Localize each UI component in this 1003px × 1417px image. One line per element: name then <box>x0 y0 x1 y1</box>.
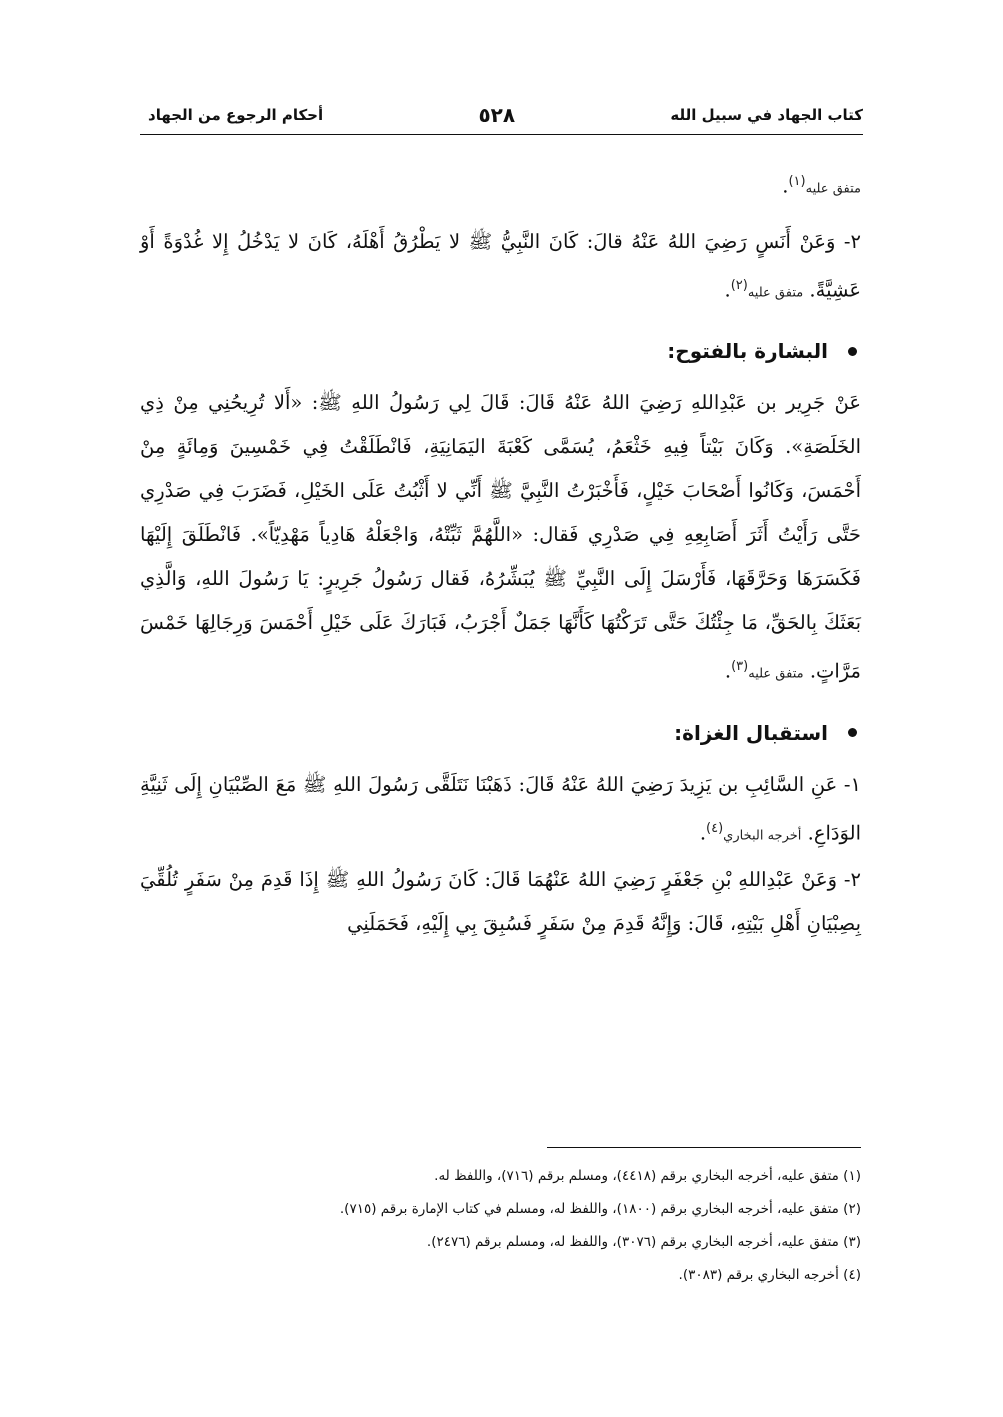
header-divider <box>140 134 863 135</box>
bullet-dot-icon <box>848 728 857 737</box>
top-citation: متفق عليه <box>805 181 861 197</box>
section-heading-reception-text: استقبال الغزاة: <box>674 720 828 745</box>
footnote-ref-4: (٤) <box>706 820 724 836</box>
hadith-jarir-text: عَنْ جَرِير بن عَبْدِاللهِ رَضِيَ اللهُ عَنْهُ قَالَ: قَالَ لِي رَسُولُ اللهِ ﷺ: «أَلا تُرِيحُنِي مِنْ ذِي الخَلَصَةِ». وَكَانَ بَيْتاً فِيهِ خَثْعَمُ، يُسَمَّى كَعْبَةَ اليَمَانِيَةِ، فَانْطَلَقْتُ فِي خَمْسِينَ وَمِائَةٍ مِنْ أَحْمَسَ، وَكَانُوا أَصْحَابَ خَيْلٍ، فَأَخْبَرْتُ النَّبِيَّ ﷺ أَنِّي لا أَثْبُتُ عَلَى الخَيْلِ، فَضَرَبَ فِي صَدْرِي حَتَّى رَأَيْتُ أَثَرَ أَصَابِعِهِ فِي صَدْرِي فَقال: «اللَّهُمَّ ثَبِّتْهُ، وَاجْعَلْهُ هَادِياً مَهْدِيّاً». فَانْطَلَقَ إِلَيْهَا فَكَسَرَهَا وَحَرَّقَهَا، فَأَرْسَلَ إِلَى النَّبِيِّ ﷺ يُبَشِّرُهُ، فَقال رَسُولُ جَرِيرٍ: يَا رَسُولَ اللهِ، وَالَّذِي بَعَثَكَ بِالحَقِّ، مَا جِئْتُكَ حَتَّى تَرَكْتُهَا كَأَنَّهَا جَمَلٌ أَجْرَبُ، فَبَارَكَ عَلَى خَيْلِ أَحْمَسَ وَرِجَالِهَا خَمْسَ مَرَّاتٍ. <box>140 391 861 683</box>
footnote-item: (٤) أخرجه البخاري برقم (٣٠٨٣). <box>678 1267 861 1283</box>
running-header <box>148 100 863 130</box>
chapter-title: أحكام الرجوع من الجهاد <box>148 106 324 124</box>
hadith-saib-text: ١- عَنِ السَّائِبِ بن يَزِيدَ رَضِيَ اللهُ عَنْهُ قَالَ: ذَهَبْنَا نَتَلَقَّى رَسُولَ اللهِ ﷺ مَعَ الصِّبْيَانِ إِلَى ثَنِيَّةِ الوَدَاعِ. <box>140 772 861 844</box>
hadith-saib-citation: أخرجه البخاري <box>723 828 802 843</box>
bullet-dot-icon <box>848 347 857 356</box>
top-citation-line: متفق عليه$^{(١)}$. <box>782 174 861 198</box>
hadith-jarir-citation: متفق عليه <box>748 666 804 682</box>
page-number: ٥٢٨ <box>478 103 516 127</box>
footnote-item: (٢) متفق عليه، أخرجه البخاري برقم (١٨٠٠)، واللفظ له، ومسلم في كتاب الإمارة برقم (٧١٥). <box>339 1201 861 1217</box>
section-heading-conquests-text: البشارة بالفتوح: <box>667 339 828 363</box>
section-heading-conquests <box>140 329 861 373</box>
section-heading-reception <box>140 711 861 755</box>
footnote-item: (١) متفق عليه، أخرجه البخاري برقم (٤٤١٨)، ومسلم برقم (٧١٦)، واللفظ له. <box>434 1168 861 1184</box>
hadith-abdullah-text: ٢- وَعَنْ عَبْدِاللهِ بْنِ جَعْفَرٍ رَضِيَ اللهُ عَنْهُمَا قَالَ: كَانَ رَسُولُ اللهِ ﷺ إِذَا قَدِمَ مِنْ سَفَرٍ تُلُقِّيَ بِصِبْيَانِ أَهْلِ بَيْتِهِ، قَالَ: وَإِنَّهُ قَدِمَ مِنْ سَفَرٍ فَسُبِقَ بِي إِلَيْهِ، فَحَمَلَنِي <box>140 868 861 935</box>
footnote-divider <box>547 1147 861 1148</box>
book-title: كتاب الجهاد في سبيل الله <box>670 106 863 124</box>
main-text <box>140 160 861 946</box>
hadith-abdullah <box>140 858 861 946</box>
hadith-jarir: عَنْ جَرِير بن عَبْدِاللهِ رَضِيَ اللهُ عَنْهُ قَالَ: قَالَ لِي رَسُولُ اللهِ ﷺ: «أَلا تُرِيحُنِي مِنْ ذِي الخَلَصَةِ». وَكَانَ بَيْتاً فِيهِ خَثْعَمُ، يُسَمَّى كَعْبَةَ اليَمَانِيَةِ، فَانْطَلَقْتُ فِي خَمْسِينَ وَمِائَةٍ مِنْ أَحْمَسَ، وَكَانُوا أَصْحَابَ خَيْلٍ، فَأَخْبَرْتُ النَّبِيَّ ﷺ أَنِّي لا أَثْبُتُ عَلَى الخَيْلِ، فَضَرَبَ فِي صَدْرِي حَتَّى رَأَيْتُ أَثَرَ أَصَابِعِهِ فِي صَدْرِي فَقال: «اللَّهُمَّ ثَبِّتْهُ، وَاجْعَلْهُ هَادِياً مَهْدِيّاً». فَانْطَلَقَ إِلَيْهَا فَكَسَرَهَا وَحَرَّقَهَا، فَأَرْسَلَ إِلَى النَّبِيِّ ﷺ يُبَشِّرُهُ، فَقال رَسُولُ جَرِيرٍ: يَا رَسُولَ اللهِ، وَالَّذِي بَعَثَكَ بِالحَقِّ، مَا جِئْتُكَ حَتَّى تَرَكْتُهَا كَأَنَّهَا جَمَلٌ أَجْرَبُ، فَبَارَكَ عَلَى خَيْلِ أَحْمَسَ وَرِجَالِهَا خَمْسَ مَرَّاتٍ. متفق عليه$^{(٣)}$. <box>140 391 861 683</box>
hadith-anas: ٢- وَعَنْ أَنَسٍ رَضِيَ اللهُ عَنْهُ قالَ: كَانَ النَّبِيُّ ﷺ لا يَطْرُقُ أَهْلَهُ، كَانَ لا يَدْخُلُ إِلا غُدْوَةً أَوْ عَشِيَّةً. متفق عليه$^{(٢)}$. <box>140 229 861 301</box>
footnote-ref-3: (٣) <box>731 659 749 674</box>
footnote-item: (٣) متفق عليه، أخرجه البخاري برقم (٣٠٧٦)، واللفظ له، ومسلم برقم (٢٤٧٦). <box>426 1234 861 1250</box>
hadith-anas-text: ٢- وَعَنْ أَنَسٍ رَضِيَ اللهُ عَنْهُ قالَ: كَانَ النَّبِيُّ ﷺ لا يَطْرُقُ أَهْلَهُ، كَانَ لا يَدْخُلُ إِلا غُدْوَةً أَوْ عَشِيَّةً. <box>140 229 861 301</box>
hadith-anas-citation: متفق عليه <box>747 285 804 300</box>
footnotes <box>140 1160 861 1292</box>
footnote-ref-1: (١) <box>788 174 806 189</box>
footnote-ref-2: (٢) <box>730 277 748 293</box>
hadith-saib: ١- عَنِ السَّائِبِ بن يَزِيدَ رَضِيَ اللهُ عَنْهُ قَالَ: ذَهَبْنَا نَتَلَقَّى رَسُولَ اللهِ ﷺ مَعَ الصِّبْيَانِ إِلَى ثَنِيَّةِ الوَدَاعِ. أخرجه البخاري$^{(٤)}$. <box>140 772 861 844</box>
